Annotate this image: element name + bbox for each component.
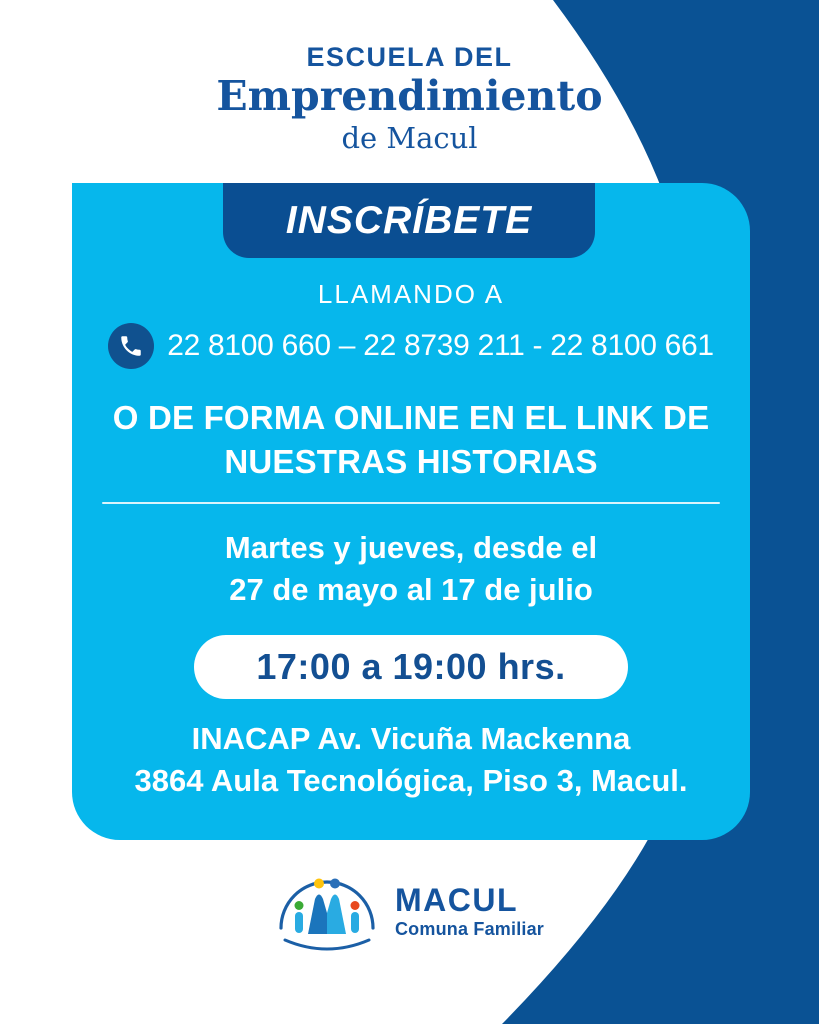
inscribete-banner-label: INSCRÍBETE bbox=[285, 198, 533, 242]
schedule-line2: 27 de mayo al 17 de julio bbox=[229, 571, 593, 607]
venue-address-line1: INACAP Av. Vicuña Mackenna bbox=[191, 721, 631, 757]
venue-address-line2: 3864 Aula Tecnológica, Piso 3, Macul. bbox=[134, 763, 688, 799]
schedule-line1: Martes y jueves, desde el bbox=[224, 529, 598, 565]
time-pill bbox=[194, 635, 628, 699]
online-signup-line1: O DE FORMA ONLINE EN EL LINK DE bbox=[112, 399, 710, 436]
school-title-line3: de Macul bbox=[341, 121, 478, 156]
venue-address bbox=[134, 718, 687, 802]
phone-numbers: 22 8100 660 – 22 8739 211 - 22 8100 661 bbox=[167, 329, 714, 362]
header bbox=[0, 42, 819, 155]
online-signup-note bbox=[113, 396, 710, 484]
macul-logo bbox=[0, 862, 819, 962]
macul-logo-brand: MACUL bbox=[394, 882, 519, 918]
call-label: LLAMANDO A bbox=[317, 279, 505, 309]
macul-logo-mark bbox=[275, 862, 379, 962]
divider-line bbox=[102, 502, 720, 504]
school-title-line1: ESCUELA DEL bbox=[306, 42, 513, 72]
macul-logo-tagline: Comuna Familiar bbox=[394, 919, 545, 939]
info-card bbox=[72, 183, 750, 840]
time-pill-label: 17:00 a 19:00 hrs. bbox=[256, 646, 566, 688]
online-signup-line2: NUESTRAS HISTORIAS bbox=[224, 442, 598, 480]
schedule-dates bbox=[225, 527, 597, 611]
school-title-line2: Emprendimiento bbox=[216, 72, 603, 120]
phone-row bbox=[108, 323, 714, 369]
macul-logo-text bbox=[395, 884, 544, 940]
inscribete-banner bbox=[223, 183, 595, 258]
phone-icon bbox=[108, 323, 154, 369]
